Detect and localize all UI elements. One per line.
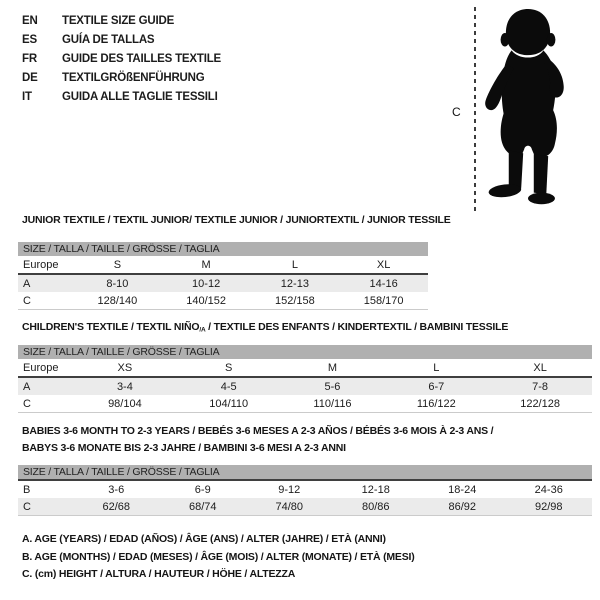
- cell: S: [73, 256, 162, 274]
- cell: 6-7: [384, 377, 488, 395]
- cell: 4-5: [177, 377, 281, 395]
- cell: 3-6: [108, 483, 125, 496]
- language-title: TEXTILE SIZE GUIDE: [62, 15, 175, 27]
- cell: 7-8: [488, 377, 592, 395]
- cell: 128/140: [97, 294, 138, 307]
- cell: 12-18: [361, 483, 390, 496]
- note-line-b: B. AGE (MONTHS) / EDAD (MESES) / ÂGE (MOIS) / ALTER (MONATE) / ETÀ (MESI): [22, 550, 415, 563]
- cell: S: [177, 359, 281, 377]
- language-title: GUIDE DES TAILLES TEXTILE: [62, 53, 221, 65]
- row-label-cell: A: [18, 377, 73, 395]
- silhouette-head: [506, 9, 550, 55]
- cell: 158/170: [363, 294, 404, 307]
- note-line-c: C. (cm) HEIGHT / ALTURA / HAUTEUR / HÖHE / ALTEZZA: [22, 568, 296, 580]
- babies-size-table: [18, 465, 592, 516]
- language-row: [22, 50, 221, 69]
- cell: 86/92: [419, 498, 506, 516]
- row-label-cell: C: [23, 397, 31, 410]
- cell: 24-36: [534, 483, 563, 496]
- cell: 6-9: [194, 483, 211, 496]
- size-header-row: [18, 242, 428, 256]
- cell: 98/104: [108, 397, 142, 410]
- cell: 3-4: [73, 377, 177, 395]
- row-label-cell: A: [18, 274, 73, 292]
- size-header-cell: SIZE / TALLA / TAILLE / GRÖSSE / TAGLIA: [18, 345, 592, 359]
- children-size-table: [18, 345, 592, 413]
- heading-line: BABIES 3-6 MONTH TO 2-3 YEARS / BEBÉS 3-6 MESES A 2-3 AÑOS / BÉBÉS 3-6 MOIS À 2-3 ANS /: [22, 425, 494, 437]
- cell: 8-10: [73, 274, 162, 292]
- junior-section-heading: JUNIOR TEXTILE / TEXTIL JUNIOR/ TEXTILE JUNIOR / JUNIORTEXTIL / JUNIOR TESSILE: [22, 214, 451, 226]
- size-header-row: [18, 465, 592, 480]
- language-code: DE: [22, 72, 38, 84]
- language-code: EN: [22, 15, 38, 27]
- language-list: [22, 12, 221, 107]
- language-row: [22, 88, 221, 107]
- table-row: [18, 395, 592, 413]
- height-measure-label: C: [452, 105, 461, 119]
- cell: L: [251, 256, 340, 274]
- cell: 18-24: [448, 483, 477, 496]
- cell: 104/110: [209, 397, 249, 410]
- language-code: IT: [22, 91, 32, 103]
- cell: 10-12: [162, 274, 251, 292]
- cell: 74/80: [246, 498, 333, 516]
- cell: 68/74: [160, 498, 247, 516]
- cell: 62/68: [73, 498, 160, 516]
- cell: XL: [339, 256, 428, 274]
- row-label-cell: C: [18, 498, 73, 516]
- cell: 92/98: [506, 498, 593, 516]
- junior-size-table: [18, 242, 428, 310]
- toddler-silhouette: [478, 8, 578, 210]
- legend-notes: [22, 531, 415, 584]
- cell: M: [162, 256, 251, 274]
- babies-section-heading: [22, 423, 582, 457]
- size-header-cell: SIZE / TALLA / TAILLE / GRÖSSE / TAGLIA: [18, 242, 428, 256]
- cell: 140/152: [186, 294, 226, 307]
- row-label-cell: B: [23, 483, 31, 496]
- cell: 14-16: [339, 274, 428, 292]
- table-row: [18, 480, 592, 498]
- table-row: [18, 359, 592, 377]
- cell: 152/158: [274, 294, 315, 307]
- language-row: [22, 31, 221, 50]
- cell: 122/128: [520, 397, 560, 410]
- note-line-a: A. AGE (YEARS) / EDAD (AÑOS) / ÂGE (ANS) / ALTER (JAHRE) / ETÀ (ANNI): [22, 533, 386, 545]
- cell: L: [384, 359, 488, 377]
- language-code: FR: [22, 53, 37, 65]
- cell: 110/116: [313, 397, 352, 410]
- cell: 9-12: [278, 483, 301, 496]
- table-row: [18, 274, 428, 292]
- heading-subscript: /A: [199, 326, 206, 334]
- row-label-cell: Europe: [18, 359, 73, 377]
- cell: M: [281, 359, 385, 377]
- heading-text: / TEXTILE DES ENFANTS / KINDERTEXTIL / BAMBINI TESSILE: [205, 321, 509, 333]
- table-row: [18, 292, 428, 310]
- heading-line: BABYS 3-6 MONATE BIS 2-3 JAHRE / BAMBINI 3-6 MESI A 2-3 ANNI: [22, 442, 346, 454]
- row-label-cell: C: [23, 294, 31, 307]
- language-code: ES: [22, 34, 37, 46]
- cell: 116/122: [416, 397, 456, 410]
- row-label-cell: Europe: [18, 256, 73, 274]
- children-section-heading: [22, 319, 508, 336]
- height-dashed-line: [474, 7, 476, 213]
- size-header-cell: SIZE / TALLA / TAILLE / GRÖSSE / TAGLIA: [18, 465, 592, 480]
- language-title: GUÍA DE TALLAS: [62, 34, 155, 46]
- size-header-row: [18, 345, 592, 359]
- cell: XL: [488, 359, 592, 377]
- cell: 12-13: [251, 274, 340, 292]
- heading-text: CHILDREN'S TEXTILE / TEXTIL NIÑO: [22, 321, 200, 333]
- table-row: [18, 377, 592, 395]
- table-row: [18, 256, 428, 274]
- language-title: TEXTILGRÖßENFÜHRUNG: [62, 72, 205, 84]
- cell: 5-6: [281, 377, 385, 395]
- language-title: GUIDA ALLE TAGLIE TESSILI: [62, 91, 218, 103]
- cell: XS: [73, 359, 177, 377]
- table-row: [18, 498, 592, 516]
- language-row: [22, 12, 221, 31]
- language-row: [22, 69, 221, 88]
- cell: 80/86: [333, 498, 420, 516]
